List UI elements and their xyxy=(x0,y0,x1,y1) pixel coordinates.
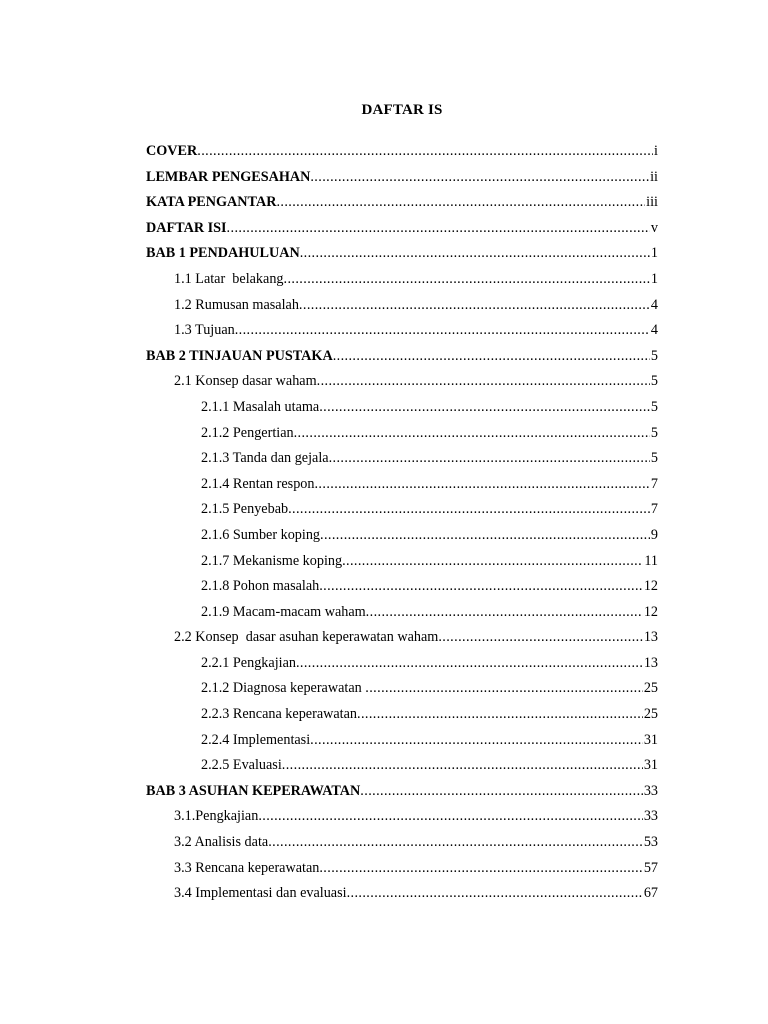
toc-leader-dots xyxy=(365,680,643,697)
toc-entry-label: 2.1.8 Pohon masalah xyxy=(201,578,320,595)
toc-entry xyxy=(146,732,658,758)
toc-entry-page-number: 31 xyxy=(643,757,658,774)
toc-entry xyxy=(146,425,658,451)
toc-leader-dots xyxy=(284,271,650,288)
toc-entry xyxy=(146,834,658,860)
toc-leader-dots xyxy=(296,655,643,672)
toc-entry xyxy=(146,245,658,271)
toc-leader-dots xyxy=(319,399,650,416)
toc-entry-page-number: v xyxy=(650,219,658,236)
toc-entry xyxy=(146,604,658,630)
toc-entry-page-number: 25 xyxy=(643,680,658,697)
toc-leader-dots xyxy=(360,783,643,800)
toc-entry-page-number: 4 xyxy=(650,296,658,313)
toc-entry xyxy=(146,169,658,195)
toc-leader-dots xyxy=(258,808,642,825)
toc-leader-dots xyxy=(320,527,650,544)
toc-entry-page-number: ii xyxy=(650,168,658,185)
toc-entry xyxy=(146,143,658,169)
toc-entry xyxy=(146,860,658,886)
toc-entry xyxy=(146,527,658,553)
toc-entry-label: KATA PENGANTAR xyxy=(146,194,277,211)
table-of-contents xyxy=(146,143,658,911)
toc-leader-dots xyxy=(333,348,650,365)
toc-entry-label: 2.1 Konsep dasar waham xyxy=(174,373,317,390)
toc-leader-dots xyxy=(268,834,643,851)
toc-entry xyxy=(146,194,658,220)
toc-entry-page-number: 31 xyxy=(643,731,658,748)
toc-entry-page-number: 25 xyxy=(643,706,658,723)
toc-leader-dots xyxy=(276,194,645,211)
toc-entry xyxy=(146,450,658,476)
toc-entry xyxy=(146,476,658,502)
toc-leader-dots xyxy=(299,297,650,314)
toc-entry xyxy=(146,271,658,297)
toc-entry-page-number: iii xyxy=(646,194,658,211)
toc-entry-label: 2.1.3 Tanda dan gejala xyxy=(201,450,329,467)
toc-leader-dots xyxy=(317,373,650,390)
toc-entry-page-number: 5 xyxy=(650,450,658,467)
toc-entry xyxy=(146,808,658,834)
toc-leader-dots xyxy=(310,732,643,749)
toc-entry-page-number: 57 xyxy=(643,859,658,876)
toc-leader-dots xyxy=(438,629,642,646)
toc-entry xyxy=(146,322,658,348)
toc-entry-page-number: 33 xyxy=(643,782,658,799)
toc-entry-label: 3.4 Implementasi dan evaluasi xyxy=(174,885,347,902)
toc-entry-label: 2.2 Konsep dasar asuhan keperawatan waham xyxy=(174,629,439,646)
toc-entry xyxy=(146,501,658,527)
toc-entry-label: 2.1.9 Macam-macam waham xyxy=(201,603,366,620)
toc-entry-label: BAB 1 PENDAHULUAN xyxy=(146,245,300,262)
toc-leader-dots xyxy=(282,757,643,774)
toc-entry-label: 2.1.4 Rentan respon xyxy=(201,475,315,492)
toc-entry-label: DAFTAR ISI xyxy=(146,219,227,236)
toc-entry-page-number: 9 xyxy=(650,526,658,543)
toc-entry-label: 2.1.5 Penyebab xyxy=(201,501,289,518)
toc-leader-dots xyxy=(227,220,650,237)
toc-entry xyxy=(146,297,658,323)
toc-entry-label: 1.1 Latar belakang xyxy=(174,270,284,287)
toc-leader-dots xyxy=(342,553,643,570)
toc-entry-label: 2.1.1 Masalah utama xyxy=(201,398,320,415)
toc-entry xyxy=(146,348,658,374)
toc-entry-page-number: 1 xyxy=(650,245,658,262)
toc-entry-page-number: 5 xyxy=(650,398,658,415)
toc-entry-page-number: 13 xyxy=(643,654,658,671)
toc-entry xyxy=(146,783,658,809)
toc-entry xyxy=(146,757,658,783)
toc-entry-page-number: 4 xyxy=(650,322,658,339)
toc-entry xyxy=(146,578,658,604)
toc-leader-dots xyxy=(294,425,650,442)
toc-leader-dots xyxy=(300,245,650,262)
toc-entry-label: 2.2.5 Evaluasi xyxy=(201,757,282,774)
toc-entry-page-number: 11 xyxy=(644,552,658,569)
toc-entry-label: 2.2.4 Implementasi xyxy=(201,731,311,748)
toc-entry-label: 2.2.3 Rencana keperawatan xyxy=(201,706,357,723)
toc-entry-label: LEMBAR PENGESAHAN xyxy=(146,168,311,185)
toc-entry xyxy=(146,655,658,681)
toc-entry-label: 3.2 Analisis data xyxy=(174,834,269,851)
toc-leader-dots xyxy=(357,706,643,723)
toc-entry xyxy=(146,220,658,246)
toc-leader-dots xyxy=(319,578,643,595)
toc-leader-dots xyxy=(366,604,643,621)
toc-entry xyxy=(146,553,658,579)
toc-leader-dots xyxy=(235,322,650,339)
toc-entry-label: 2.1.2 Pengertian xyxy=(201,424,294,441)
toc-entry-page-number: 7 xyxy=(650,501,658,518)
toc-entry xyxy=(146,885,658,911)
toc-entry-page-number: 12 xyxy=(643,603,658,620)
toc-entry-page-number: 5 xyxy=(650,347,658,364)
toc-leader-dots xyxy=(314,476,649,493)
page-title: DAFTAR IS xyxy=(361,102,443,118)
toc-leader-dots xyxy=(329,450,650,467)
toc-entry-label: 2.1.2 Diagnosa keperawatan xyxy=(201,680,366,697)
toc-entry-label: 2.1.7 Mekanisme koping xyxy=(201,552,343,569)
toc-entry-page-number: 53 xyxy=(643,834,658,851)
toc-entry-page-number: 13 xyxy=(643,629,658,646)
toc-entry xyxy=(146,399,658,425)
toc-leader-dots xyxy=(288,501,650,518)
toc-leader-dots xyxy=(347,885,643,902)
toc-entry-page-number: 7 xyxy=(650,475,658,492)
toc-entry-page-number: 1 xyxy=(650,270,658,287)
toc-entry xyxy=(146,706,658,732)
toc-entry-page-number: 67 xyxy=(643,885,658,902)
toc-leader-dots xyxy=(319,860,642,877)
toc-entry-page-number: 5 xyxy=(650,373,658,390)
toc-entry-page-number: 12 xyxy=(643,578,658,595)
toc-entry-label: 2.2.1 Pengkajian xyxy=(201,654,296,671)
toc-entry-label: BAB 3 ASUHAN KEPERAWATAN xyxy=(146,782,361,799)
toc-entry xyxy=(146,680,658,706)
toc-leader-dots xyxy=(197,143,653,160)
toc-entry-label: 1.2 Rumusan masalah xyxy=(174,296,299,313)
toc-entry-label: 2.1.6 Sumber koping xyxy=(201,526,321,543)
toc-entry-page-number: 33 xyxy=(643,808,658,825)
toc-entry-label: 3.3 Rencana keperawatan xyxy=(174,859,320,876)
toc-entry xyxy=(146,373,658,399)
toc-leader-dots xyxy=(310,169,649,186)
toc-entry xyxy=(146,629,658,655)
toc-entry-page-number: i xyxy=(654,143,658,159)
toc-entry-page-number: 5 xyxy=(650,424,658,441)
toc-entry-label: COVER xyxy=(146,143,198,159)
toc-entry-label: BAB 2 TINJAUAN PUSTAKA xyxy=(146,347,333,364)
toc-entry-label: 3.1.Pengkajian xyxy=(174,808,259,825)
toc-entry-label: 1.3 Tujuan xyxy=(174,322,235,339)
